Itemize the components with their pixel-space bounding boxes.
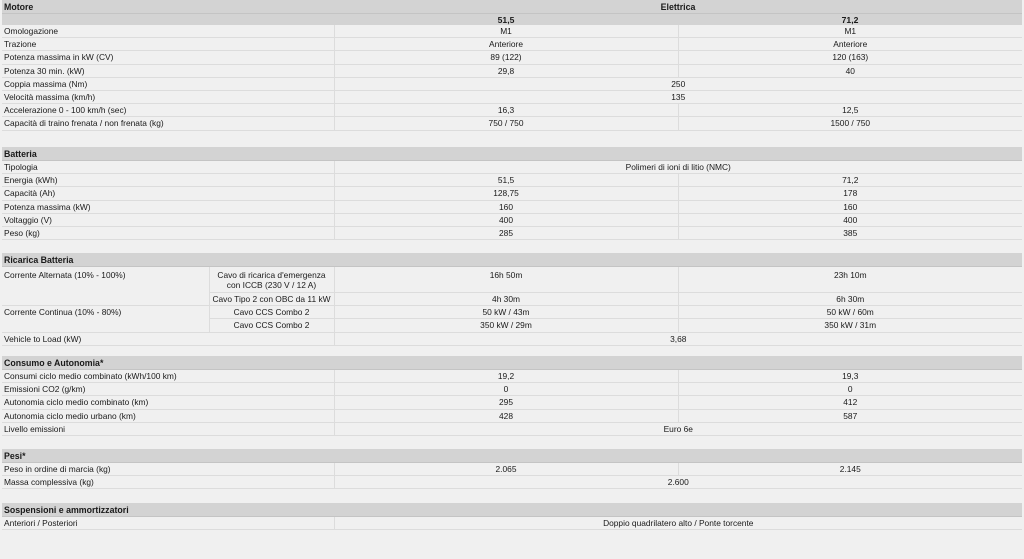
row-label: Corrente Alternata (10% - 100%) xyxy=(2,267,209,306)
value-cell: M1 xyxy=(334,25,678,38)
row-label: Tipologia xyxy=(2,161,334,174)
row-label: Omologazione xyxy=(2,25,334,38)
value-cell: 0 xyxy=(678,383,1022,396)
table-row xyxy=(2,396,1022,409)
cable-type: Cavo Tipo 2 con OBC da 11 kW xyxy=(209,293,334,306)
value-cell: 6h 30m xyxy=(678,293,1022,306)
cable-type: Cavo CCS Combo 2 xyxy=(209,306,334,319)
value-cell: 1500 / 750 xyxy=(678,117,1022,130)
row-label: Autonomia ciclo medio combinato (km) xyxy=(2,396,334,409)
value-cell: 51,5 xyxy=(334,174,678,187)
row-label: Peso (kg) xyxy=(2,226,334,239)
table-row xyxy=(2,64,1022,77)
value-cell: 400 xyxy=(334,213,678,226)
value-cell: 16,3 xyxy=(334,104,678,117)
row-label: Peso in ordine di marcia (kg) xyxy=(2,463,334,476)
value-cell: 12,5 xyxy=(678,104,1022,117)
table-row xyxy=(2,38,1022,51)
row-label: Potenza massima (kW) xyxy=(2,200,334,213)
table-row xyxy=(2,383,1022,396)
value-cell: 50 kW / 43m xyxy=(334,306,678,319)
value-cell: 120 (163) xyxy=(678,51,1022,64)
section-title: Motore xyxy=(2,0,334,14)
table-row xyxy=(2,187,1022,200)
table-row xyxy=(2,267,1022,293)
row-label: Capacità (Ah) xyxy=(2,187,334,200)
section-title: Sospensioni e ammortizzatori xyxy=(2,503,1022,517)
value-cell: 160 xyxy=(678,200,1022,213)
value-cell: M1 xyxy=(678,25,1022,38)
version-label: 71,2 xyxy=(678,14,1022,26)
table-row xyxy=(2,306,1022,319)
row-label: Corrente Continua (10% - 80%) xyxy=(2,306,209,332)
section-header-sospensioni xyxy=(2,503,1022,517)
row-label: Coppia massima (Nm) xyxy=(2,77,334,90)
value-cell: 350 kW / 31m xyxy=(678,319,1022,332)
section-title: Pesi* xyxy=(2,449,1022,463)
table-row xyxy=(2,77,1022,90)
value-cell: 750 / 750 xyxy=(334,117,678,130)
value-cell: 2.145 xyxy=(678,463,1022,476)
value-cell: 40 xyxy=(678,64,1022,77)
table-row xyxy=(2,90,1022,103)
table-row xyxy=(2,174,1022,187)
merged-value-cell: 250 xyxy=(334,77,1022,90)
row-label: Velocità massima (km/h) xyxy=(2,90,334,103)
version-label: 51,5 xyxy=(334,14,678,26)
table-row xyxy=(2,104,1022,117)
value-cell: 178 xyxy=(678,187,1022,200)
fuel-type: Elettrica xyxy=(334,0,1022,14)
value-cell: 23h 10m xyxy=(678,267,1022,293)
table-row xyxy=(2,463,1022,476)
section-title: Ricarica Batteria xyxy=(2,253,1022,267)
table-row xyxy=(2,226,1022,239)
value-cell: 29,8 xyxy=(334,64,678,77)
value-cell: 2.065 xyxy=(334,463,678,476)
cable-type: Cavo di ricarica d'emergenza con ICCB (230 V / 12 A) xyxy=(209,267,334,293)
table-row xyxy=(2,517,1022,530)
row-label: Capacità di traino frenata / non frenata (kg) xyxy=(2,117,334,130)
value-cell: 16h 50m xyxy=(334,267,678,293)
row-label: Energia (kWh) xyxy=(2,174,334,187)
row-label: Trazione xyxy=(2,38,334,51)
section-header-batteria xyxy=(2,147,1022,161)
value-cell: Anteriore xyxy=(334,38,678,51)
section-header-ricarica xyxy=(2,253,1022,267)
value-cell: 385 xyxy=(678,226,1022,239)
table-motore xyxy=(2,0,1022,131)
merged-value-cell: 2.600 xyxy=(334,476,1022,489)
row-label: Consumi ciclo medio combinato (kWh/100 km) xyxy=(2,370,334,383)
value-cell: 0 xyxy=(334,383,678,396)
value-cell: 350 kW / 29m xyxy=(334,319,678,332)
table-batteria xyxy=(2,147,1022,240)
merged-value-cell: Euro 6e xyxy=(334,422,1022,435)
value-cell: 160 xyxy=(334,200,678,213)
value-cell: 428 xyxy=(334,409,678,422)
cable-type: Cavo CCS Combo 2 xyxy=(209,319,334,332)
table-ricarica xyxy=(2,253,1022,346)
table-row xyxy=(2,476,1022,489)
table-row xyxy=(2,25,1022,38)
section-header-pesi xyxy=(2,449,1022,463)
table-consumo xyxy=(2,356,1022,436)
table-row xyxy=(2,200,1022,213)
merged-value-cell: 135 xyxy=(334,90,1022,103)
row-label: Autonomia ciclo medio urbano (km) xyxy=(2,409,334,422)
value-cell: 128,75 xyxy=(334,187,678,200)
table-row xyxy=(2,409,1022,422)
table-row xyxy=(2,213,1022,226)
value-cell: 412 xyxy=(678,396,1022,409)
merged-value-cell: 3,68 xyxy=(334,332,1022,345)
value-cell: 89 (122) xyxy=(334,51,678,64)
section-header-consumo xyxy=(2,356,1022,370)
row-label: Accelerazione 0 - 100 km/h (sec) xyxy=(2,104,334,117)
table-row xyxy=(2,51,1022,64)
value-cell: 19,3 xyxy=(678,370,1022,383)
row-label: Massa complessiva (kg) xyxy=(2,476,334,489)
value-cell: 295 xyxy=(334,396,678,409)
value-cell: 19,2 xyxy=(334,370,678,383)
section-title: Batteria xyxy=(2,147,1022,161)
table-row xyxy=(2,117,1022,130)
value-cell: 50 kW / 60m xyxy=(678,306,1022,319)
value-cell: Anteriore xyxy=(678,38,1022,51)
table-sospensioni xyxy=(2,503,1022,530)
row-label: Vehicle to Load (kW) xyxy=(2,332,334,345)
merged-value-cell: Doppio quadrilatero alto / Ponte torcente xyxy=(334,517,1022,530)
table-pesi xyxy=(2,449,1022,489)
value-cell: 285 xyxy=(334,226,678,239)
section-title: Consumo e Autonomia* xyxy=(2,356,1022,370)
value-cell: 4h 30m xyxy=(334,293,678,306)
row-label: Voltaggio (V) xyxy=(2,213,334,226)
version-header-row xyxy=(2,14,1022,26)
table-row xyxy=(2,161,1022,174)
row-label: Livello emissioni xyxy=(2,422,334,435)
value-cell: 587 xyxy=(678,409,1022,422)
table-row xyxy=(2,332,1022,345)
value-cell: 400 xyxy=(678,213,1022,226)
table-row xyxy=(2,370,1022,383)
row-label: Potenza 30 min. (kW) xyxy=(2,64,334,77)
value-cell: 71,2 xyxy=(678,174,1022,187)
row-label: Potenza massima in kW (CV) xyxy=(2,51,334,64)
row-label: Emissioni CO2 (g/km) xyxy=(2,383,334,396)
table-row xyxy=(2,422,1022,435)
row-label: Anteriori / Posteriori xyxy=(2,517,334,530)
merged-value-cell: Polimeri di ioni di litio (NMC) xyxy=(334,161,1022,174)
section-header-motore xyxy=(2,0,1022,14)
